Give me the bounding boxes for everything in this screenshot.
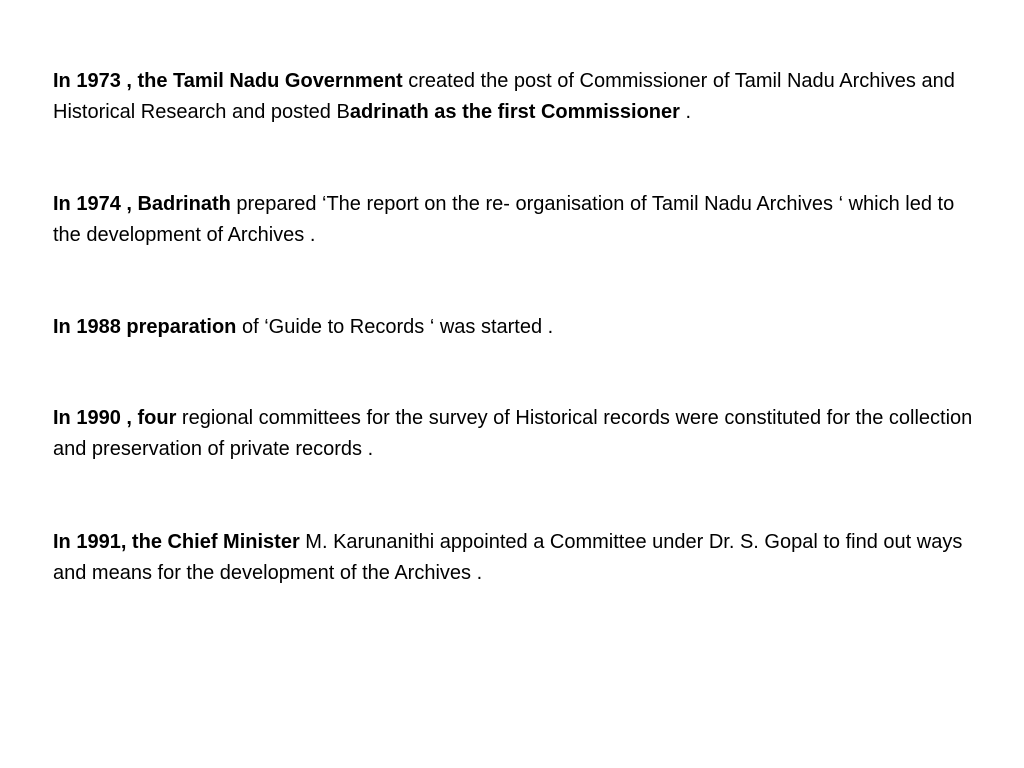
paragraph-1988-body: of ‘Guide to Records ‘ was started .	[236, 316, 554, 338]
paragraph-1988	[53, 312, 973, 343]
paragraph-1973-body: created the post of Commissioner of Tamil Nadu Archives and Historical Research and posted B	[53, 70, 955, 123]
paragraph-1991-body: M. Karunanithi appointed a Committee under Dr. S. Gopal to find out ways and means for the development of the Archives .	[53, 531, 963, 584]
paragraph-1973	[53, 66, 973, 128]
paragraph-1974-lead: In 1974 , Badrinath	[53, 193, 231, 215]
paragraph-1974	[53, 189, 973, 251]
paragraph-1990-body: regional committees for the survey of Historical records were constituted for the collection and preservation of private records .	[53, 407, 973, 460]
paragraph-1988-lead: In 1988 preparation	[53, 316, 237, 338]
paragraph-1991	[53, 527, 973, 589]
paragraph-1990-lead: In 1990 , four	[53, 407, 177, 429]
paragraph-1973-lead: In 1973 , the Tamil Nadu Government	[53, 70, 403, 92]
paragraph-1973-end: .	[679, 101, 692, 123]
paragraph-1991-lead: In 1991, the Chief Minister	[53, 531, 300, 553]
paragraph-1974-body: prepared ‘The report on the re- organisation of Tamil Nadu Archives ‘ which led to the development of Archives .	[53, 193, 955, 246]
paragraph-1973-emphasis: adrinath as the first Commissioner	[349, 101, 680, 123]
paragraph-1990	[53, 403, 973, 465]
